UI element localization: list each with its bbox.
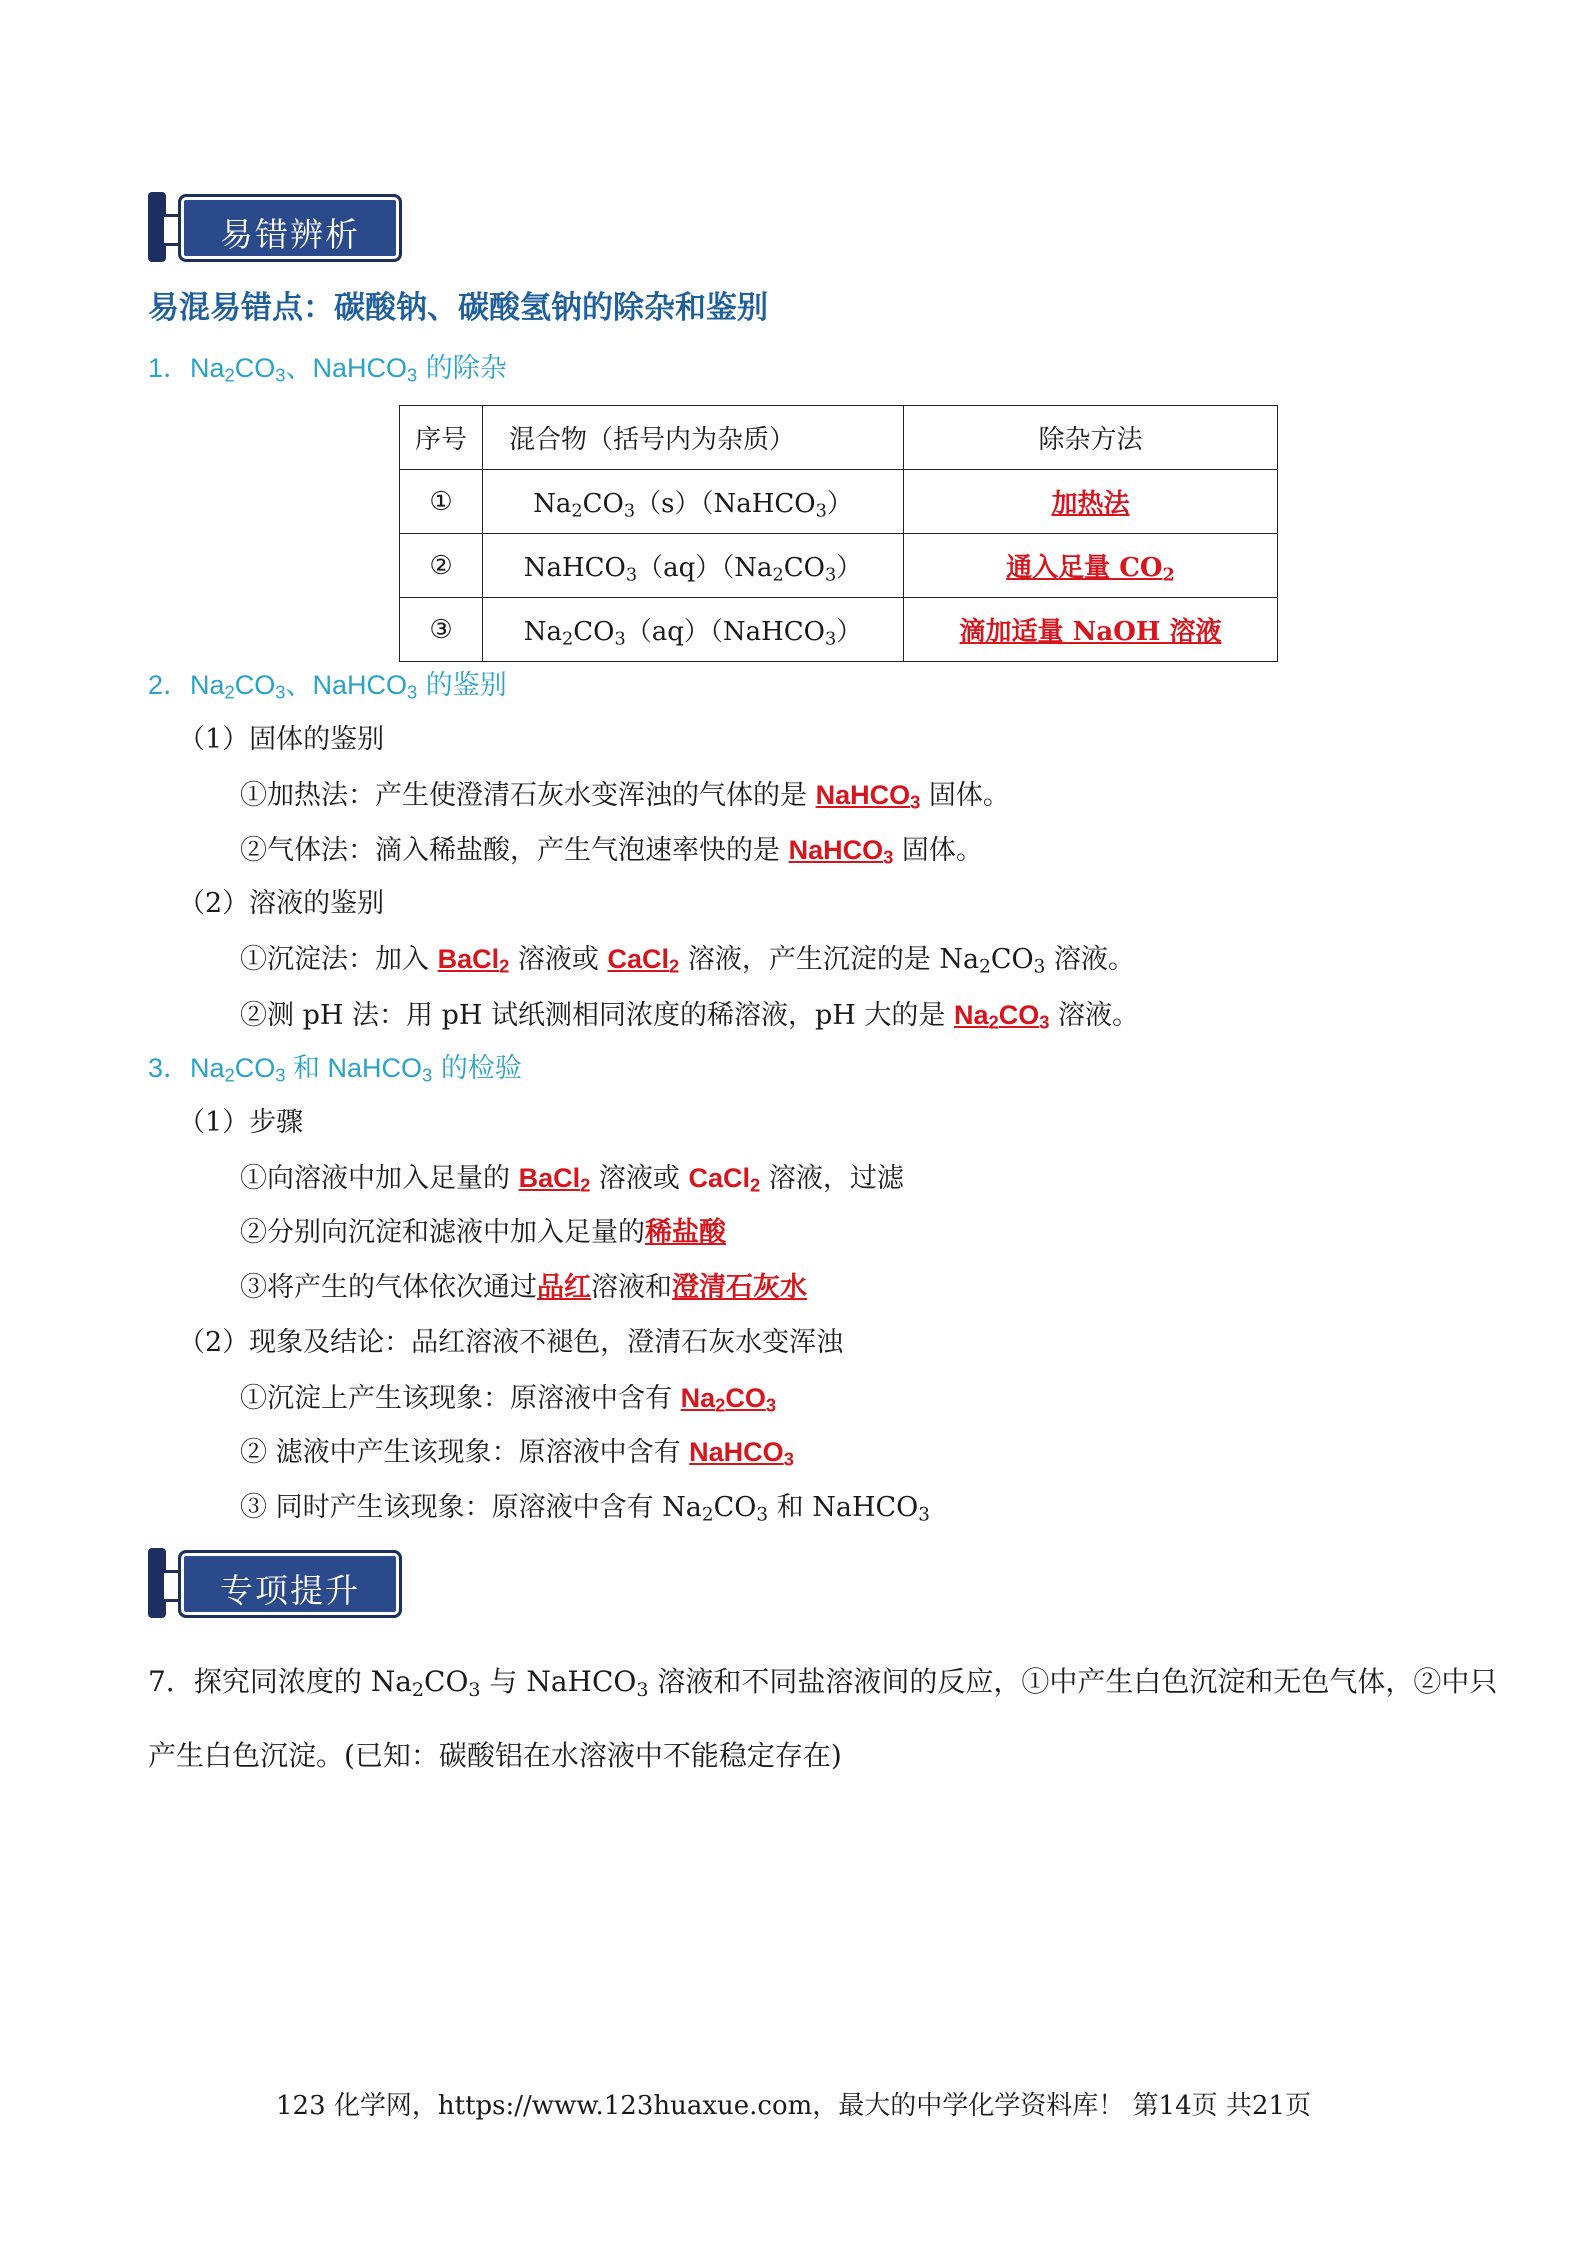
t: CO <box>998 1000 1040 1030</box>
section-banner-errors <box>148 192 400 262</box>
t: NaHCO <box>788 835 884 865</box>
t: 2 <box>772 565 784 586</box>
t: ② 滤液中产生该现象：原溶液中含有 <box>240 1437 690 1468</box>
sec1-g: 的除杂 <box>417 353 507 384</box>
t: NaHCO <box>689 1437 784 1467</box>
t: 溶液和 <box>591 1272 672 1303</box>
table-header: 混合物（括号内为杂质） <box>483 406 904 470</box>
sec1-num: 1． <box>148 353 191 383</box>
t: NaHCO <box>523 553 626 583</box>
row-number: ② <box>400 534 483 598</box>
t: 2 <box>562 629 574 650</box>
t: 3 <box>765 1394 777 1416</box>
t: ①加热法：产生使澄清石灰水变浑浊的气体的是 <box>240 780 816 811</box>
t: 2 <box>1162 564 1175 586</box>
t: 3 <box>623 501 636 522</box>
question-7-line-1 <box>148 1664 1497 1700</box>
t: 3 <box>407 681 418 703</box>
t: ） <box>836 617 863 647</box>
mixture-cell <box>483 470 904 534</box>
t: 3 <box>910 791 921 813</box>
t: 2 <box>411 1678 425 1701</box>
t: 3 <box>756 1504 769 1526</box>
t: 溶液和不同盐溶液间的反应，①中产生白色沉淀和无色气体，②中只 <box>648 1665 1498 1698</box>
conclusion-3 <box>240 1490 930 1526</box>
step-2 <box>240 1215 726 1251</box>
t: 溶液，过滤 <box>760 1163 904 1194</box>
t: BaCl <box>518 1163 581 1193</box>
line-precipitation-method <box>240 941 1135 978</box>
answer: 品红 <box>537 1272 591 1303</box>
page-heading: 易混易错点：碳酸钠、碳酸氢钠的除杂和鉴别 <box>148 290 768 326</box>
method-answer: 加热法 <box>1051 489 1130 519</box>
t: 2 <box>224 1064 235 1086</box>
method-answer: 滴加适量 NaOH 溶液 <box>959 617 1222 647</box>
t: （aq）（Na <box>637 553 773 583</box>
t: 、NaHCO <box>285 670 407 700</box>
t: 2 <box>701 1504 714 1526</box>
line-ph-method <box>240 997 1139 1034</box>
answer <box>607 944 680 977</box>
answer <box>953 1000 1050 1033</box>
t: 7．探究同浓度的 Na <box>148 1665 412 1698</box>
step-1 <box>240 1160 904 1197</box>
sec1-e: 、NaHCO <box>285 353 407 383</box>
question-7-line-2: 产生白色沉淀。(已知：碳酸铝在水溶液中不能稳定存在) <box>148 1739 842 1772</box>
t: 3 <box>815 501 827 522</box>
sec1-b: 2 <box>224 364 235 386</box>
answer <box>680 1383 777 1416</box>
t: 2 <box>715 1394 726 1416</box>
t: ③将产生的气体依次通过 <box>240 1272 537 1303</box>
banner-plate <box>178 1550 402 1618</box>
t: Na <box>523 617 562 647</box>
t: 3 <box>783 1448 794 1470</box>
table-row <box>400 598 1278 662</box>
t: 3 <box>918 1504 930 1526</box>
answer: 澄清石灰水 <box>672 1272 807 1303</box>
purification-table <box>399 405 1278 662</box>
t: 的鉴别 <box>417 670 507 701</box>
answer <box>688 1163 761 1196</box>
t: 2 <box>580 1174 591 1196</box>
t: Na <box>953 1000 989 1030</box>
section-3-title <box>148 1050 522 1087</box>
t: 溶液。 <box>1045 944 1135 975</box>
section-2-title <box>148 667 507 704</box>
t: 2 <box>750 1174 761 1196</box>
t: NaHCO <box>815 780 911 810</box>
t: 3 <box>1033 956 1046 978</box>
answer <box>815 780 921 813</box>
t: ①沉淀法：加入 <box>240 944 438 975</box>
t: ） <box>836 553 863 583</box>
table-header-row <box>400 406 1278 470</box>
t: ③ 同时产生该现象：原溶液中含有 Na <box>240 1492 702 1523</box>
t: ②分别向沉淀和滤液中加入足量的 <box>240 1217 645 1248</box>
method-cell <box>904 470 1278 534</box>
conclusion-1 <box>240 1380 776 1417</box>
banner-label: 易错辨析 <box>220 215 360 254</box>
t: ①向溶液中加入足量的 <box>240 1163 519 1194</box>
t: 3 <box>468 1678 481 1701</box>
t: （s）（NaHCO <box>635 489 816 519</box>
t: 溶液，产生沉淀的是 Na <box>679 944 980 975</box>
t: ） <box>826 489 853 519</box>
mixture-cell <box>483 534 904 598</box>
method-cell <box>904 598 1278 662</box>
table-row <box>400 534 1278 598</box>
t: 通入足量 CO <box>1006 553 1163 583</box>
line-heating-method <box>240 777 1010 814</box>
t: CO <box>234 1053 276 1083</box>
answer <box>437 944 510 977</box>
conclusion-2 <box>240 1434 794 1471</box>
t: 3 <box>275 1064 286 1086</box>
step-3 <box>240 1270 807 1306</box>
sec1-c: CO <box>234 353 276 383</box>
table-header: 序号 <box>400 406 483 470</box>
banner-plate <box>178 194 402 262</box>
t: 3． <box>148 1053 191 1083</box>
t: 2 <box>669 955 680 977</box>
t: 3 <box>422 1064 433 1086</box>
t: Na <box>533 489 572 519</box>
sec1-d: 3 <box>275 364 286 386</box>
t: 溶液或 <box>590 1163 689 1194</box>
t: CO <box>424 1665 469 1698</box>
method-answer <box>1006 553 1175 586</box>
line-gas-method <box>240 832 983 869</box>
t: 3 <box>275 681 286 703</box>
t: CO <box>234 670 276 700</box>
t: 3 <box>1039 1011 1050 1033</box>
t: CO <box>573 617 615 647</box>
t: CaCl <box>607 944 670 974</box>
page-footer: 123 化学网，https://www.123huaxue.com，最大的中学化学资料库！ 第14页 共21页 <box>276 2091 1311 2121</box>
answer <box>518 1163 591 1196</box>
t: 固体。 <box>893 835 983 866</box>
t: 3 <box>825 629 837 650</box>
section-banner-improvement <box>148 1548 400 1618</box>
answer <box>788 835 894 868</box>
t: 3 <box>625 565 638 586</box>
t: Na <box>190 670 225 700</box>
t: （aq）（NaHCO <box>625 617 825 647</box>
row-number: ③ <box>400 598 483 662</box>
t: ②测 pH 法：用 pH 试纸测相同浓度的稀溶液，pH 大的是 <box>240 1000 954 1031</box>
table-row <box>400 470 1278 534</box>
t: 溶液。 <box>1049 1000 1140 1031</box>
t: 和 NaHCO <box>285 1053 423 1083</box>
table-header: 除杂方法 <box>904 406 1278 470</box>
t: Na <box>190 1053 225 1083</box>
section-1-title <box>148 350 507 387</box>
t: ①沉淀上产生该现象：原溶液中含有 <box>240 1383 681 1414</box>
t: 2 <box>988 1011 999 1033</box>
banner-label: 专项提升 <box>220 1571 360 1610</box>
t: CO <box>783 553 825 583</box>
answer: 稀盐酸 <box>645 1217 726 1248</box>
t: CO <box>713 1492 757 1523</box>
subheading-solid: （1）固体的鉴别 <box>178 724 385 755</box>
t: 2 <box>224 681 235 703</box>
t: 3 <box>636 1678 649 1701</box>
t: 3 <box>883 846 894 868</box>
answer <box>689 1437 794 1470</box>
subheading-solution: （2）溶液的鉴别 <box>178 888 385 919</box>
t: 2 <box>499 955 510 977</box>
t: 固体。 <box>920 780 1010 811</box>
t: CO <box>725 1383 766 1413</box>
t: 2． <box>148 670 191 700</box>
method-cell <box>904 534 1278 598</box>
t: CaCl <box>688 1163 751 1193</box>
mixture-cell <box>483 598 904 662</box>
sec1-a: Na <box>190 353 225 383</box>
t: 的检验 <box>432 1053 522 1084</box>
t: ②气体法：滴入稀盐酸，产生气泡速率快的是 <box>240 835 789 866</box>
t: CO <box>582 489 624 519</box>
row-number: ① <box>400 470 483 534</box>
subheading-steps: （1）步骤 <box>178 1107 304 1138</box>
t: Na <box>680 1383 716 1413</box>
subheading-conclusion: （2）现象及结论：品红溶液不褪色，澄清石灰水变浑浊 <box>178 1327 844 1358</box>
t: 和 NaHCO <box>768 1492 919 1523</box>
t: 2 <box>571 501 583 522</box>
sec1-f: 3 <box>407 364 418 386</box>
t: 2 <box>979 956 991 978</box>
t: CO <box>990 944 1034 975</box>
t: 与 NaHCO <box>480 1665 637 1698</box>
t: 3 <box>614 629 626 650</box>
t: BaCl <box>437 944 500 974</box>
t: 3 <box>825 565 837 586</box>
t: 溶液或 <box>509 944 608 975</box>
